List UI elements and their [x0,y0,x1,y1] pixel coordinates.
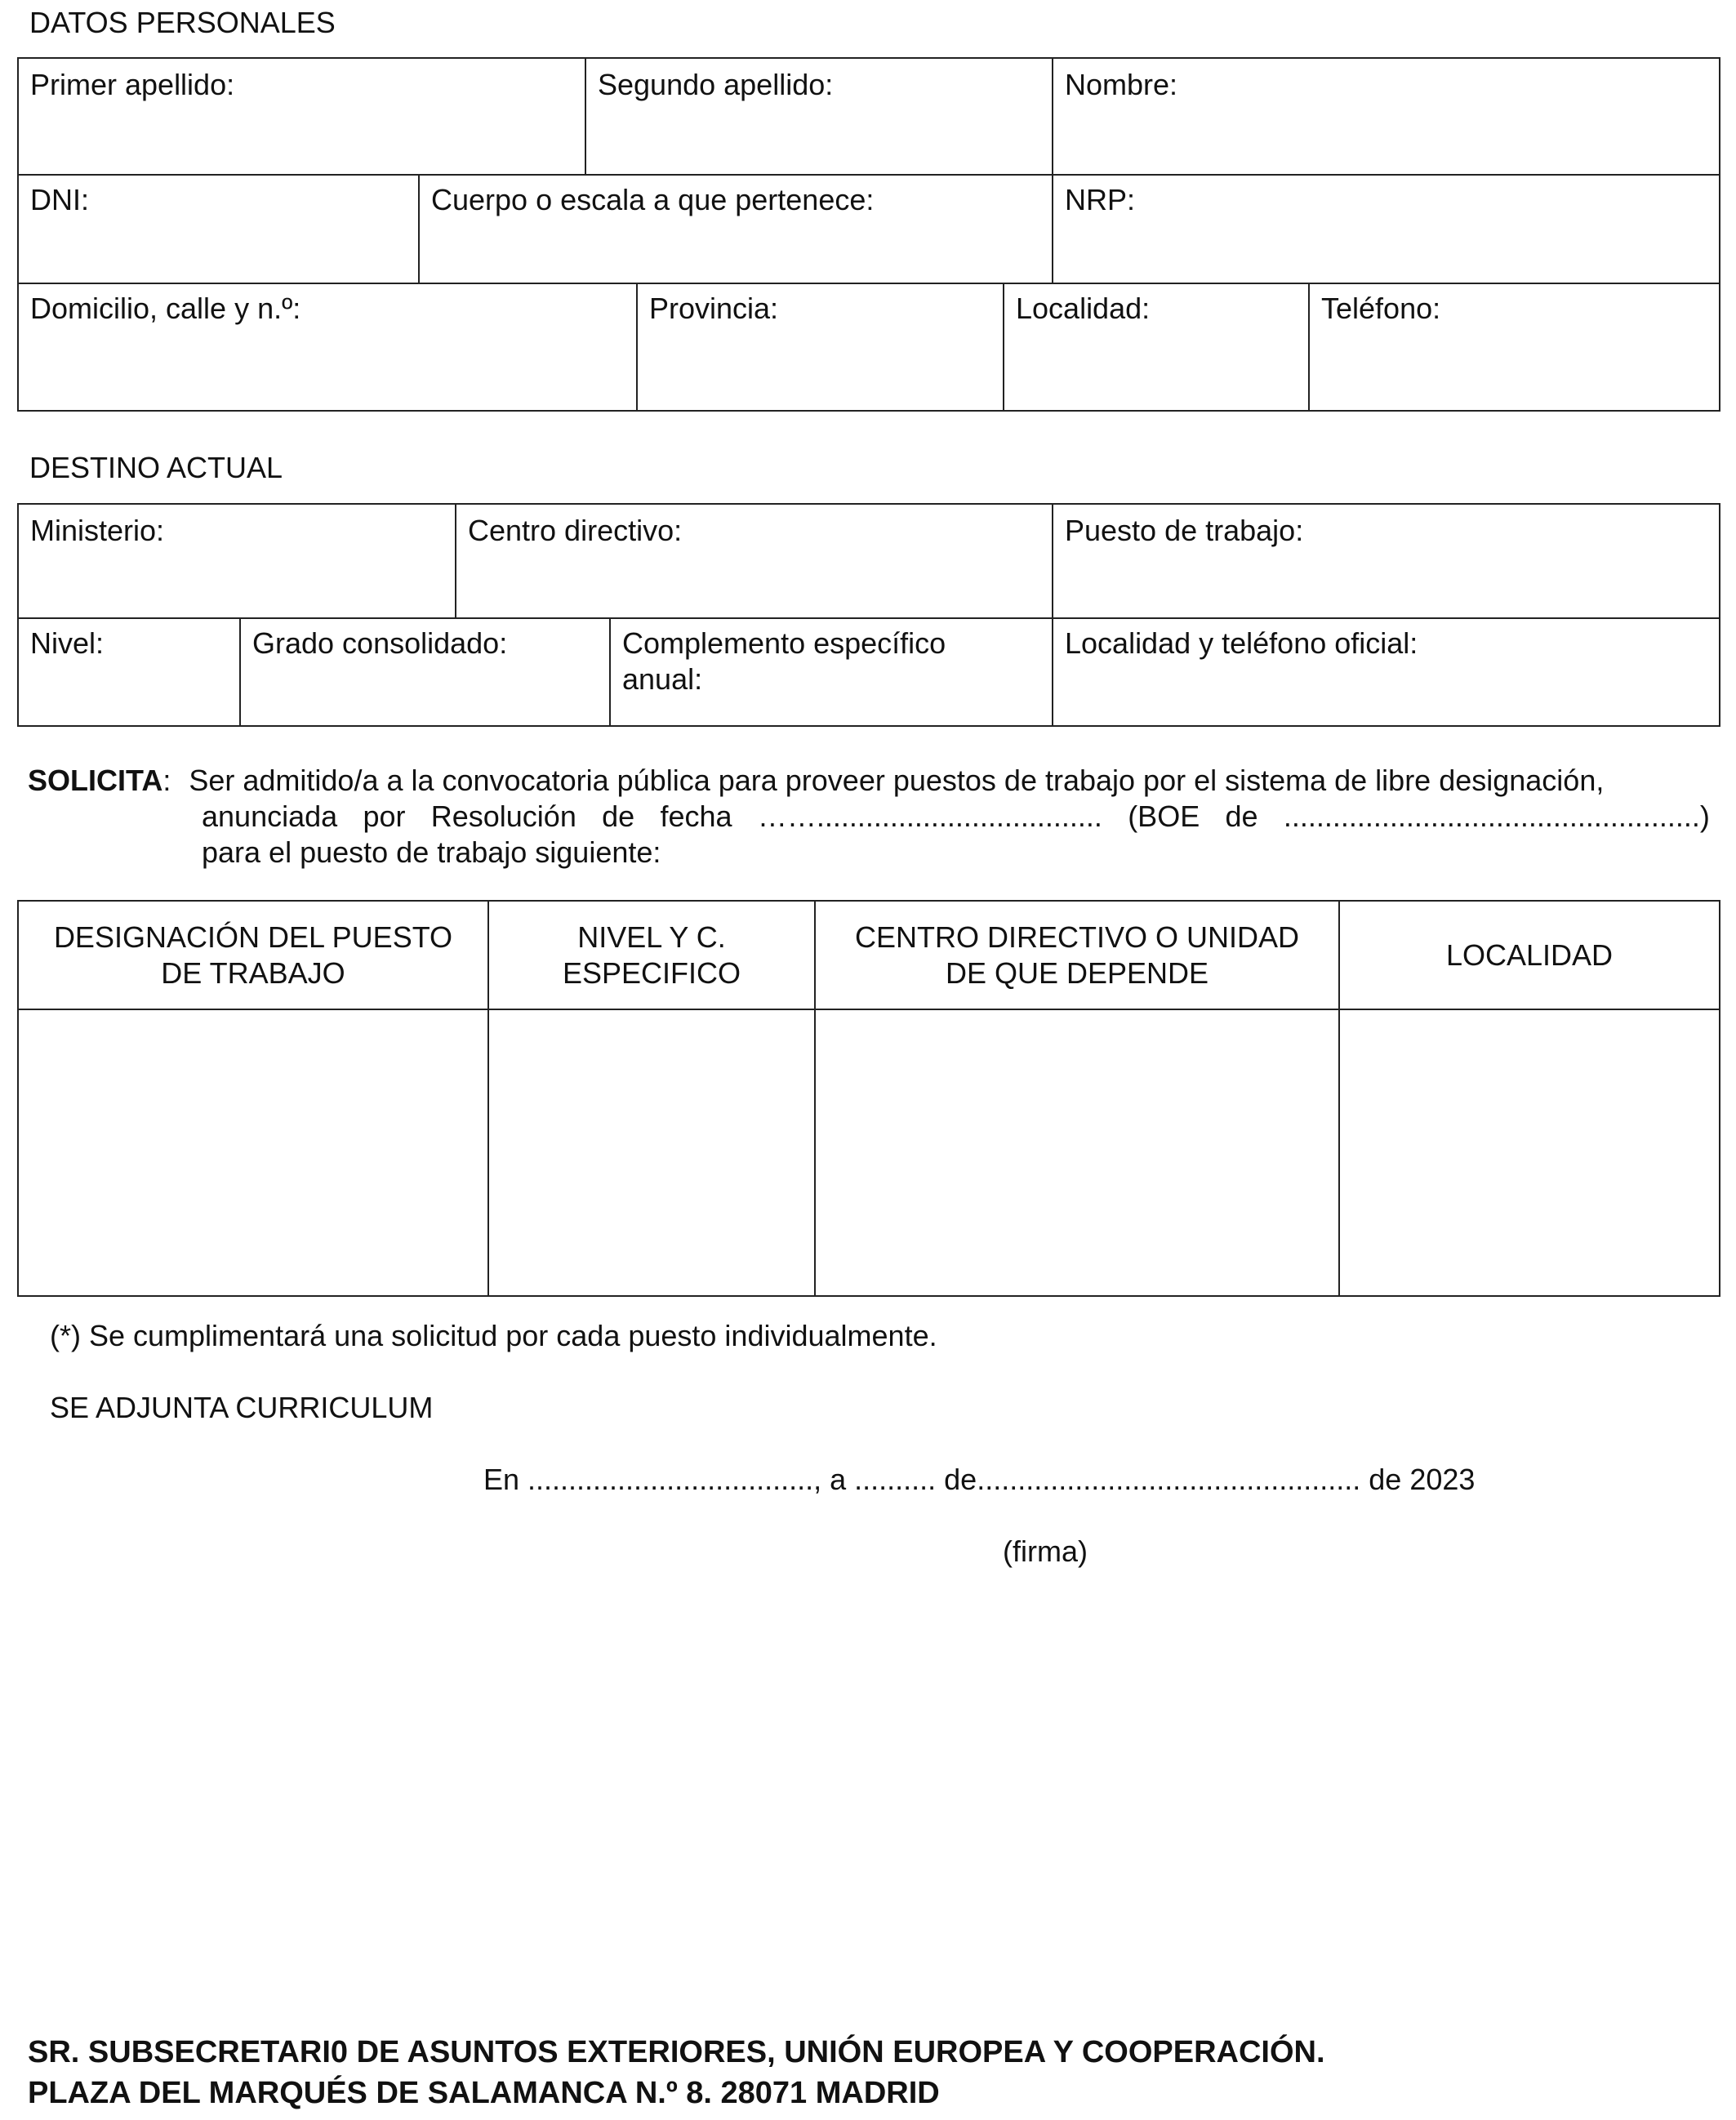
cell-centro-input[interactable] [816,1010,1338,1295]
solicita-word: fecha [660,799,732,833]
header-nivel [489,902,814,1009]
complemento-label-line1: Complemento específico [622,626,946,660]
cell-designacion-input[interactable] [19,1010,487,1295]
solicita-word: (BOE [1128,799,1200,833]
field-localidad-telefono-oficial[interactable]: Localidad y teléfono oficial: [1065,626,1418,660]
header-text: CENTRO DIRECTIVO O UNIDAD [854,920,1300,954]
cell-nivel-input[interactable] [489,1010,814,1295]
puestos-table [17,900,1720,1297]
datos-personales-table [17,57,1720,412]
field-complemento-especifico[interactable] [611,617,957,706]
header-text: DE QUE DEPENDE [945,955,1209,990]
solicita-word: por [363,799,406,833]
field-localidad[interactable]: Localidad: [1016,292,1151,325]
header-designacion [19,902,487,1009]
note-text: (*) Se cumplimentará una solicitud por cada puesto individualmente. [50,1319,937,1352]
header-text: DE TRABAJO [161,955,345,990]
adjunta-curriculum: SE ADJUNTA CURRICULUM [50,1391,434,1424]
firma-label: (firma) [1003,1534,1088,1568]
field-nombre[interactable]: Nombre: [1065,68,1178,101]
field-provincia[interactable]: Provincia: [649,292,779,325]
solicita-word: de [1225,799,1258,833]
solicita-colon: : [162,764,171,797]
field-segundo-apellido[interactable]: Segundo apellido: [598,68,834,101]
header-text: ESPECIFICO [562,955,741,990]
field-primer-apellido[interactable]: Primer apellido: [30,68,235,101]
header-text: DESIGNACIÓN DEL PUESTO [53,920,453,954]
field-centro-directivo[interactable]: Centro directivo: [468,514,683,547]
solicita-text-line1: Ser admitido/a a la convocatoria pública para proveer puestos de trabajo por el sistema de libre designación, [189,764,1605,797]
field-ministerio[interactable]: Ministerio: [30,514,165,547]
solicita-line2 [28,799,1710,835]
solicita-text-line3: para el puesto de trabajo siguiente: [202,835,661,869]
footer-line2: PLAZA DEL MARQUÉS DE SALAMANCA N.º 8. 28071 MADRID [28,2076,940,2110]
destino-actual-table [17,503,1720,727]
field-puesto-trabajo[interactable]: Puesto de trabajo: [1065,514,1304,547]
solicita-word: Resolución [430,799,576,833]
field-dni[interactable]: DNI: [30,183,89,216]
cell-localidad-input[interactable] [1340,1010,1719,1295]
field-cuerpo-escala[interactable]: Cuerpo o escala a que pertenece: [431,183,875,216]
solicita-word: anunciada [202,799,338,833]
boe-blank[interactable]: ...................................................) [1283,799,1710,833]
field-domicilio[interactable]: Domicilio, calle y n.º: [30,292,301,325]
header-centro-directivo [816,902,1338,1009]
field-telefono[interactable]: Teléfono: [1321,292,1441,325]
field-nivel[interactable]: Nivel: [30,626,105,660]
solicita-label: SOLICITA [28,764,163,797]
field-grado-consolidado[interactable]: Grado consolidado: [252,626,508,660]
section-title-datos-personales: DATOS PERSONALES [29,6,336,39]
field-nrp[interactable]: NRP: [1065,183,1136,216]
solicita-word: de [602,799,635,833]
date-line[interactable]: En ..................................., a .......... de............................................... de 2023 [483,1463,1476,1496]
header-text: NIVEL Y C. [577,920,726,954]
fecha-blank[interactable]: ……................................... [757,799,1102,833]
footer-line1: SR. SUBSECRETARI0 DE ASUNTOS EXTERIORES, UNIÓN EUROPEA Y COOPERACIÓN. [28,2035,1325,2069]
header-localidad: LOCALIDAD [1445,938,1614,972]
section-title-destino-actual: DESTINO ACTUAL [29,451,283,484]
solicita-paragraph [28,763,1710,871]
solicita-line1 [28,763,1710,799]
complemento-label-line2: anual: [622,661,703,696]
